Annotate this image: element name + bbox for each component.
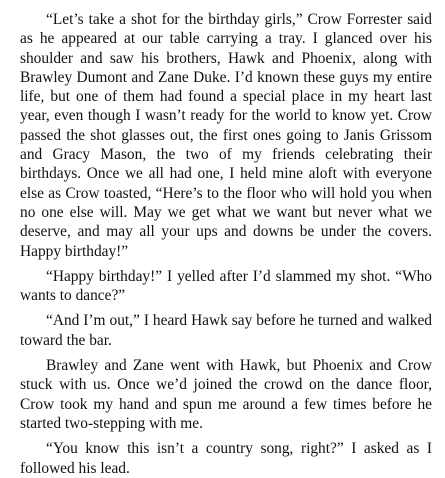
paragraph: Brawley and Zane went with Hawk, but Phoenix and Crow stuck with us. Once we’d joined the crowd on the dance floor, Crow took my hand and spun me around a few times before he started two-stepping with me. <box>20 357 432 432</box>
paragraph: “And I’m out,” I heard Hawk say before he turned and walked toward the bar. <box>20 312 432 349</box>
paragraph: “Let’s take a shot for the birthday girls,” Crow Forrester said as he appeared at our table carrying a tray. I glanced over his shoulder and saw his brothers, Hawk and Phoenix, along with Brawley Dumont and Zane Duke. I’d known these guys my entire life, but one of them had found a special place in my heart last year, even though I wasn’t ready for the world to know yet. Crow passed the shot glasses out, the first ones going to Janis Grissom and Gracy Mason, the two of my friends celebrating their birthdays. Once we all had one, I held mine aloft with everyone else as Crow toasted, “Here’s to the floor who will hold you when no one else will. May we get what we want but never what we deserve, and may all your ups and downs be under the covers. Happy birthday!” <box>20 11 432 260</box>
paragraph: “You know this isn’t a country song, right?” I asked as I followed his lead. <box>20 440 432 477</box>
paragraph: “Happy birthday!” I yelled after I’d slammed my shot. “Who wants to dance?” <box>20 267 432 305</box>
